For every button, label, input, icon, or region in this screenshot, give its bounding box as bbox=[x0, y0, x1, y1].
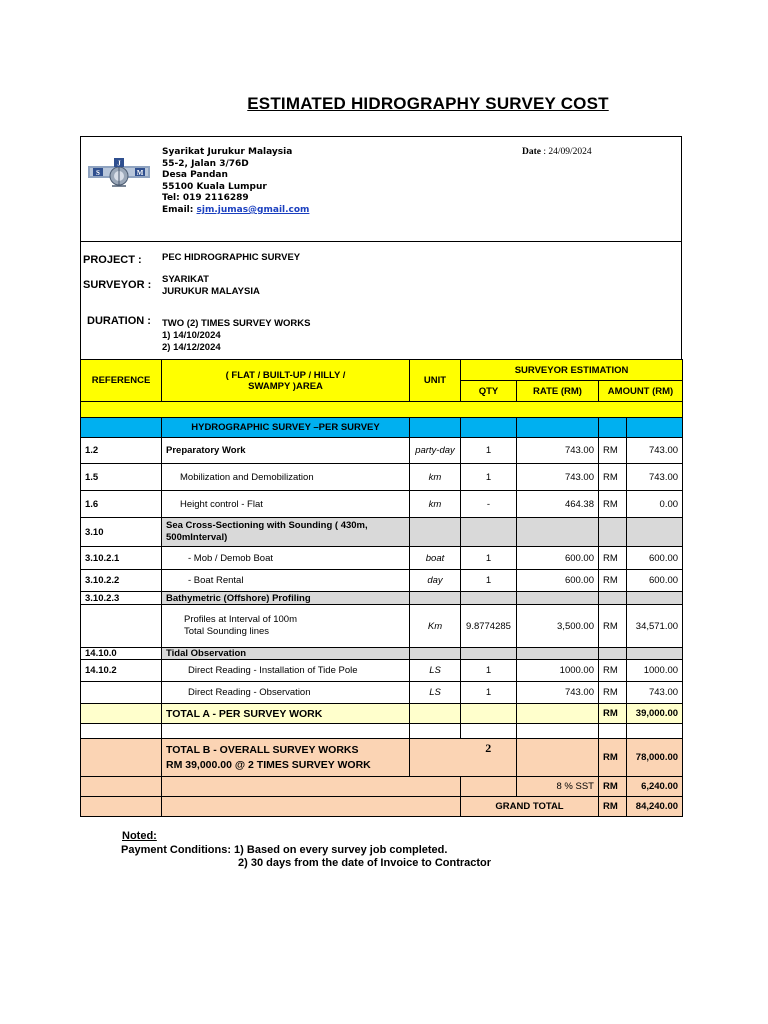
company-address-line-2: Desa Pandan bbox=[162, 170, 228, 181]
total-a-label: TOTAL A - PER SURVEY WORK bbox=[162, 704, 410, 724]
row-currency: RM bbox=[599, 660, 627, 682]
row-rate: 743.00 bbox=[517, 438, 599, 464]
total-a-currency: RM bbox=[599, 704, 627, 724]
header-unit: UNIT bbox=[410, 360, 461, 402]
header-area-line-1: ( FLAT / BUILT-UP / HILLY / bbox=[225, 369, 346, 381]
row-ref: 1.6 bbox=[81, 491, 162, 518]
row-ref: 3.10.2.1 bbox=[81, 547, 162, 570]
row-desc: Tidal Observation bbox=[162, 648, 410, 660]
row-rate: 600.00 bbox=[517, 547, 599, 570]
row-desc: Mobilization and Demobilization bbox=[162, 464, 410, 491]
header-amount: AMOUNT (RM) bbox=[599, 381, 683, 402]
row-ref: 3.10.2.2 bbox=[81, 570, 162, 592]
row-desc-line-1: Profiles at Interval of 100m bbox=[184, 614, 297, 625]
row-desc: Height control - Flat bbox=[162, 491, 410, 518]
row-amount: 743.00 bbox=[627, 464, 683, 491]
surveyor-value-line-1: SYARIKAT bbox=[162, 274, 209, 285]
row-qty: 1 bbox=[461, 682, 517, 704]
header-estimation: SURVEYOR ESTIMATION bbox=[461, 360, 683, 381]
table-row bbox=[81, 438, 683, 464]
row-unit: LS bbox=[410, 682, 461, 704]
row-desc: - Boat Rental bbox=[162, 570, 410, 592]
row-qty: 1 bbox=[461, 660, 517, 682]
sst-row bbox=[81, 777, 683, 797]
header-area-line-2: SWAMPY )AREA bbox=[248, 380, 323, 392]
header-qty: QTY bbox=[461, 381, 517, 402]
row-qty: 1 bbox=[461, 464, 517, 491]
company-address bbox=[162, 147, 309, 217]
row-rate: 743.00 bbox=[517, 682, 599, 704]
notes-line-1: Payment Conditions: 1) Based on every survey job completed. bbox=[121, 844, 448, 856]
table-row bbox=[81, 570, 683, 592]
table-row bbox=[81, 547, 683, 570]
total-b-qty: 2 bbox=[461, 739, 517, 777]
row-currency: RM bbox=[599, 682, 627, 704]
date-label: Date bbox=[522, 147, 541, 157]
row-unit: day bbox=[410, 570, 461, 592]
logo-letter-m: M bbox=[136, 169, 144, 177]
row-unit: km bbox=[410, 464, 461, 491]
company-address-line-3: 55100 Kuala Lumpur bbox=[162, 181, 267, 192]
total-b-row bbox=[81, 739, 683, 777]
header-rate: RATE (RM) bbox=[517, 381, 599, 402]
duration-value-line-3: 2) 14/12/2024 bbox=[162, 342, 221, 353]
row-amount: 743.00 bbox=[627, 682, 683, 704]
row-unit: LS bbox=[410, 660, 461, 682]
table-row bbox=[81, 648, 683, 660]
row-currency: RM bbox=[599, 491, 627, 518]
project-value: PEC HIDROGRAPHIC SURVEY bbox=[162, 252, 301, 263]
surveyor-label: SURVEYOR : bbox=[83, 279, 152, 291]
total-a-row bbox=[81, 704, 683, 724]
company-name: Syarikat Jurukur Malaysia bbox=[162, 147, 293, 157]
row-desc-line-2: 500mInterval) bbox=[166, 532, 228, 543]
row-qty: - bbox=[461, 491, 517, 518]
row-qty: 9.8774285 bbox=[461, 605, 517, 648]
total-b-label-line-1: TOTAL B - OVERALL SURVEY WORKS bbox=[166, 743, 359, 756]
notes-title: Noted: bbox=[122, 830, 157, 842]
row-desc: Direct Reading - Installation of Tide Pole bbox=[162, 660, 410, 682]
row-amount: 1000.00 bbox=[627, 660, 683, 682]
row-amount: 600.00 bbox=[627, 547, 683, 570]
page-title: ESTIMATED HIDROGRAPHY SURVEY COST bbox=[247, 94, 609, 113]
document-date bbox=[522, 147, 592, 157]
surveyor-value-line-2: JURUKUR MALAYSIA bbox=[162, 286, 260, 297]
table-row bbox=[81, 605, 683, 648]
sst-currency: RM bbox=[599, 777, 627, 797]
logo-letter-s: S bbox=[96, 169, 100, 177]
row-ref: 14.10.0 bbox=[81, 648, 162, 660]
cost-table bbox=[80, 359, 683, 817]
total-a-amount: 39,000.00 bbox=[627, 704, 683, 724]
row-desc-line-2: Total Sounding lines bbox=[184, 626, 270, 637]
header-reference: REFERENCE bbox=[81, 360, 162, 402]
blank-row bbox=[81, 724, 683, 739]
row-desc: Direct Reading - Observation bbox=[162, 682, 410, 704]
row-ref: 14.10.2 bbox=[81, 660, 162, 682]
grand-total-row bbox=[81, 797, 683, 817]
row-ref: 1.5 bbox=[81, 464, 162, 491]
duration-label: DURATION : bbox=[87, 315, 151, 327]
email-label: Email: bbox=[162, 204, 197, 215]
table-row bbox=[81, 491, 683, 518]
row-qty: 1 bbox=[461, 438, 517, 464]
row-ref: 3.10.2.3 bbox=[81, 592, 162, 605]
row-desc: Bathymetric (Offshore) Profiling bbox=[162, 592, 410, 605]
table-row bbox=[81, 464, 683, 491]
row-rate: 3,500.00 bbox=[517, 605, 599, 648]
row-unit: boat bbox=[410, 547, 461, 570]
duration-value-line-1: TWO (2) TIMES SURVEY WORKS bbox=[162, 318, 311, 329]
row-amount: 34,571.00 bbox=[627, 605, 683, 648]
row-rate: 743.00 bbox=[517, 464, 599, 491]
section-row bbox=[81, 418, 683, 438]
spacer-row bbox=[81, 402, 683, 418]
row-currency: RM bbox=[599, 464, 627, 491]
row-currency: RM bbox=[599, 547, 627, 570]
duration-value bbox=[162, 318, 311, 354]
row-ref: 1.2 bbox=[81, 438, 162, 464]
table-row bbox=[81, 660, 683, 682]
row-unit: km bbox=[410, 491, 461, 518]
row-desc bbox=[162, 518, 410, 547]
project-label: PROJECT : bbox=[83, 254, 142, 266]
company-email-row bbox=[162, 205, 309, 217]
grand-total-label: GRAND TOTAL bbox=[461, 797, 599, 817]
table-header-row bbox=[81, 360, 683, 381]
row-rate: 600.00 bbox=[517, 570, 599, 592]
row-qty: 1 bbox=[461, 547, 517, 570]
logo-letter-j: J bbox=[117, 159, 121, 168]
date-value: : 24/09/2024 bbox=[541, 147, 592, 157]
row-qty: 1 bbox=[461, 570, 517, 592]
email-link[interactable]: sjm.jumas@gmail.com bbox=[196, 204, 310, 215]
total-b-amount: 78,000.00 bbox=[627, 739, 683, 777]
section-title: HYDROGRAPHIC SURVEY –PER SURVEY bbox=[162, 418, 410, 438]
table-row bbox=[81, 592, 683, 605]
notes-section bbox=[122, 830, 157, 843]
surveyor-value bbox=[162, 274, 260, 298]
row-unit: party-day bbox=[410, 438, 461, 464]
sst-label: 8 % SST bbox=[517, 777, 599, 797]
row-desc-line-1: Sea Cross-Sectioning with Sounding ( 430m, bbox=[166, 520, 368, 531]
company-address-line-1: 55-2, Jalan 3/76D bbox=[162, 158, 249, 169]
total-b-label-line-2: RM 39,000.00 @ 2 TIMES SURVEY WORK bbox=[166, 758, 371, 771]
notes-line-2: 2) 30 days from the date of Invoice to Contractor bbox=[238, 857, 492, 869]
row-amount: 743.00 bbox=[627, 438, 683, 464]
table-row bbox=[81, 682, 683, 704]
row-rate: 464.38 bbox=[517, 491, 599, 518]
row-amount: 600.00 bbox=[627, 570, 683, 592]
company-logo bbox=[88, 156, 150, 190]
row-unit: Km bbox=[410, 605, 461, 648]
duration-value-line-2: 1) 14/10/2024 bbox=[162, 330, 221, 341]
row-amount: 0.00 bbox=[627, 491, 683, 518]
grand-total-amount: 84,240.00 bbox=[627, 797, 683, 817]
grand-total-currency: RM bbox=[599, 797, 627, 817]
total-b-label bbox=[162, 739, 410, 777]
row-desc bbox=[162, 605, 410, 648]
sst-amount: 6,240.00 bbox=[627, 777, 683, 797]
header-area bbox=[162, 360, 410, 402]
total-b-currency: RM bbox=[599, 739, 627, 777]
table-row bbox=[81, 518, 683, 547]
row-desc: Preparatory Work bbox=[162, 438, 410, 464]
company-tel: Tel: 019 2116289 bbox=[162, 193, 249, 204]
row-currency: RM bbox=[599, 438, 627, 464]
row-desc: - Mob / Demob Boat bbox=[162, 547, 410, 570]
row-currency: RM bbox=[599, 605, 627, 648]
row-ref: 3.10 bbox=[81, 518, 162, 547]
row-currency: RM bbox=[599, 570, 627, 592]
row-rate: 1000.00 bbox=[517, 660, 599, 682]
